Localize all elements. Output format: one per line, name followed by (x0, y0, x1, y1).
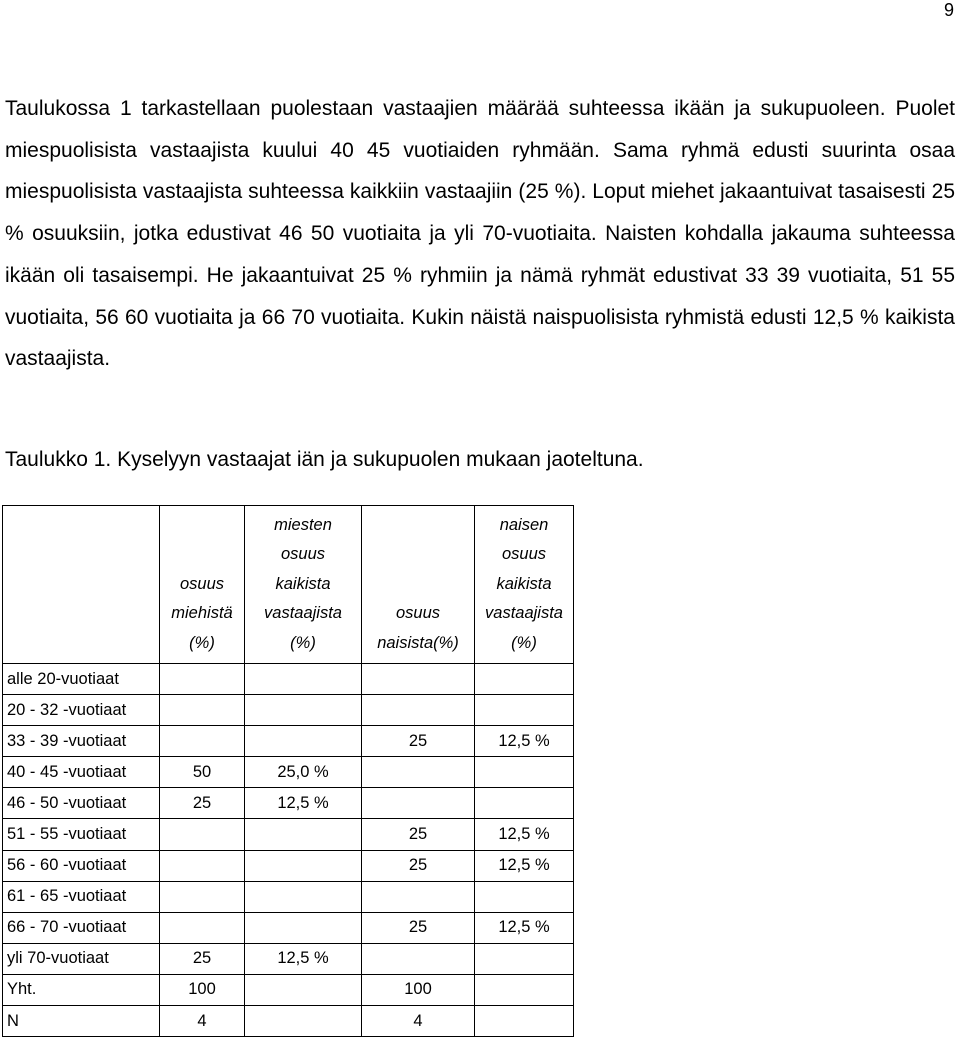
table-cell (475, 664, 574, 695)
table-cell: 25 (160, 788, 245, 819)
table-cell (245, 819, 362, 850)
table-cell (475, 974, 574, 1005)
age-gender-table (2, 505, 574, 1037)
table-cell (475, 757, 574, 788)
table-cell (160, 819, 245, 850)
table-cell (362, 757, 475, 788)
table-cell (245, 881, 362, 912)
row-label-cell: yli 70-vuotiaat (3, 943, 160, 974)
table-row (3, 726, 574, 757)
row-label-cell: Yht. (3, 974, 160, 1005)
header-line: (%) (290, 633, 316, 652)
header-men-share (160, 506, 245, 664)
table-cell: 12,5 % (475, 850, 574, 881)
table-cell (245, 695, 362, 726)
table-row (3, 974, 574, 1005)
row-label-cell: 61 - 65 -vuotiaat (3, 881, 160, 912)
table-cell (475, 695, 574, 726)
table-cell (245, 912, 362, 943)
table-body (3, 664, 574, 1037)
table-cell (160, 664, 245, 695)
table-row (3, 695, 574, 726)
table-cell (362, 788, 475, 819)
table-cell: 50 (160, 757, 245, 788)
header-line: vastaajista (485, 604, 563, 622)
table-cell (362, 943, 475, 974)
table-cell: 4 (160, 1006, 245, 1037)
table-cell: 100 (160, 974, 245, 1005)
row-label-cell: 40 - 45 -vuotiaat (3, 757, 160, 788)
table-cell: 25 (160, 943, 245, 974)
table-cell (475, 1006, 574, 1037)
table-cell: 25 (362, 819, 475, 850)
header-women-share-of-all (475, 506, 574, 664)
table-cell: 12,5 % (245, 943, 362, 974)
header-line: kaikista (496, 574, 552, 593)
table-cell: 12,5 % (475, 726, 574, 757)
table-cell (245, 726, 362, 757)
header-line: kaikista (275, 574, 331, 593)
table-row (3, 912, 574, 943)
table-cell: 25 (362, 850, 475, 881)
table-cell (475, 943, 574, 974)
table-cell (160, 850, 245, 881)
row-label-cell: 33 - 39 -vuotiaat (3, 726, 160, 757)
header-line: osuus (280, 545, 326, 563)
table-row (3, 664, 574, 695)
table-cell: 25,0 % (245, 757, 362, 788)
header-women-share (362, 506, 475, 664)
table-cell (160, 726, 245, 757)
table-row (3, 1006, 574, 1037)
table-row (3, 850, 574, 881)
table-cell: 12,5 % (245, 788, 362, 819)
table-cell (160, 912, 245, 943)
table-header-row (3, 506, 574, 664)
table-cell: 25 (362, 912, 475, 943)
table-row (3, 757, 574, 788)
table-cell (245, 1006, 362, 1037)
table-cell: 100 (362, 974, 475, 1005)
header-line: naisen (499, 515, 549, 534)
table-cell (245, 850, 362, 881)
header-line: osuus (501, 545, 547, 563)
header-line: osuus (395, 604, 441, 622)
table-cell: 12,5 % (475, 912, 574, 943)
row-label-cell: alle 20-vuotiaat (3, 664, 160, 695)
header-men-share-of-all (245, 506, 362, 664)
header-line: vastaajista (264, 604, 342, 622)
row-label-cell: N (3, 1006, 160, 1037)
table-row (3, 943, 574, 974)
table-cell (362, 881, 475, 912)
header-line: (%) (511, 633, 537, 652)
row-label-cell: 20 - 32 -vuotiaat (3, 695, 160, 726)
table-caption: Taulukko 1. Kyselyyn vastaajat iän ja sukupuolen mukaan jaoteltuna. (5, 448, 644, 471)
table-cell (475, 788, 574, 819)
row-label-cell: 66 - 70 -vuotiaat (3, 912, 160, 943)
table-cell: 25 (362, 726, 475, 757)
table-cell (245, 664, 362, 695)
header-line: (%) (189, 633, 215, 652)
table-cell: 4 (362, 1006, 475, 1037)
row-label-cell: 56 - 60 -vuotiaat (3, 850, 160, 881)
table-row (3, 788, 574, 819)
row-label-cell: 51 - 55 -vuotiaat (3, 819, 160, 850)
header-corner-cell (3, 506, 160, 664)
page-number: 9 (943, 0, 954, 20)
table-cell (362, 695, 475, 726)
header-line: miesten (274, 515, 332, 534)
table-row (3, 881, 574, 912)
header-line: naisista(%) (377, 633, 459, 652)
table-row (3, 819, 574, 850)
table-cell (362, 664, 475, 695)
header-line: miehistä (171, 604, 233, 622)
row-label-cell: 46 - 50 -vuotiaat (3, 788, 160, 819)
header-line: osuus (179, 574, 225, 593)
table-cell (245, 974, 362, 1005)
table-cell (160, 881, 245, 912)
table-cell (475, 881, 574, 912)
body-paragraph: Taulukossa 1 tarkastellaan puolestaan vastaajien määrää suhteessa ikään ja sukupuoleen. Puolet miespuolisista vastaajista kuului 40 45 vuotiaiden ryhmään. Sama ryhmä edusti suurinta osaa miespuolisista vastaajista suhteessa kaikkiin vastaajiin (25 %). Loput miehet jakaantuivat tasaisesti 25 % osuuksiin, jotka edustivat 46 50 vuotiaita ja yli 70-vuotiaita. Naisten kohdalla jakauma suhteessa ikään oli tasaisempi. He jakaantuivat 25 % ryhmiin ja nämä ryhmät edustivat 33 39 vuotiaita, 51 55 vuotiaita, 56 60 vuotiaita ja 66 70 vuotiaita. Kukin näistä naispuolisista ryhmistä edusti 12,5 % kaikista vastaajista. (5, 97, 955, 371)
table-cell (160, 695, 245, 726)
table-cell: 12,5 % (475, 819, 574, 850)
